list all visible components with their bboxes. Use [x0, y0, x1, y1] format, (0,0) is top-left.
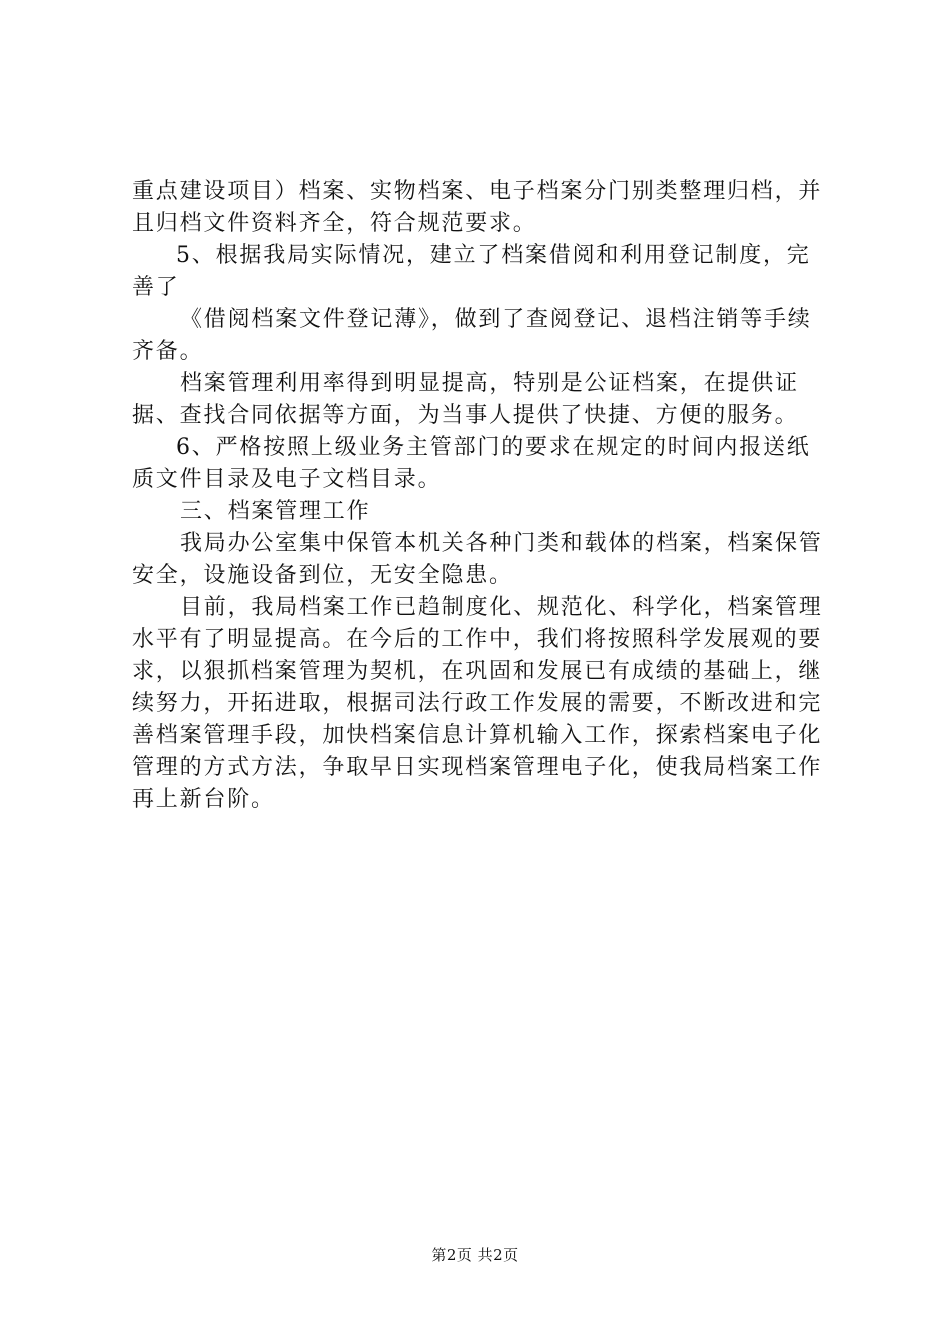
paragraph-archive-categories: 重点建设项目）档案、实物档案、电子档案分门别类整理归档，并且归档文件资料齐全，符合规范要求。: [132, 179, 823, 236]
paragraph-conclusion: 目前，我局档案工作已趋制度化、规范化、科学化，档案管理水平有了明显提高。在今后的工作中，我们将按照科学发展观的要求，以狠抓档案管理为契机，在巩固和发展已有成绩的基础上，继续努力，开拓进取，根据司法行政工作发展的需要，不断改进和完善档案管理手段，加快档案信息计算机输入工作，探索档案电子化管理的方式方法，争取早日实现档案管理电子化，使我局档案工作再上新台阶。: [132, 595, 823, 812]
paragraph-item-5: 5、根据我局实际情况，建立了档案借阅和利用登记制度，完善了: [132, 243, 811, 300]
paragraph-item-6: 6、严格按照上级业务主管部门的要求在规定的时间内报送纸质文件目录及电子文档目录。: [132, 435, 811, 492]
paragraph-office-custody: 我局办公室集中保管本机关各种门类和载体的档案，档案保管安全，设施设备到位，无安全隐患。: [132, 531, 823, 588]
document-body: [132, 176, 832, 816]
section-heading-archive-management: 三、档案管理工作: [180, 499, 371, 524]
page-footer: 第2页 共2页: [431, 1246, 519, 1264]
paragraph-borrow-register: 《借阅档案文件登记薄》，做到了查阅登记、退档注销等手续齐备。: [132, 307, 812, 364]
paragraph-utilization: 档案管理利用率得到明显提高，特别是公证档案，在提供证据、查找合同依据等方面，为当事人提供了快捷、方便的服务。: [132, 371, 799, 428]
